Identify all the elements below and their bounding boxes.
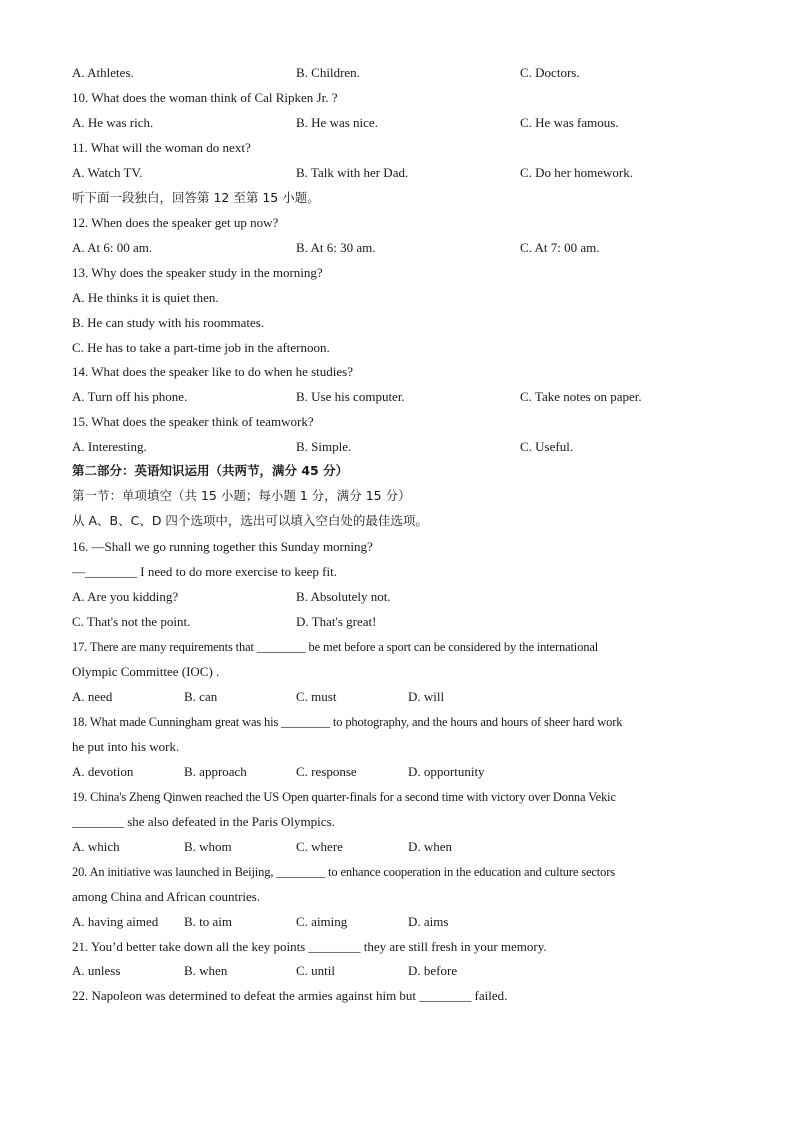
option-c: C. aiming	[296, 914, 348, 929]
question-22: 22. Napoleon was determined to defeat the armies against him but ________ failed.	[72, 988, 508, 1003]
option-b: B. approach	[184, 764, 247, 779]
question-19: 19. China's Zheng Qinwen reached the US Open quarter-finals for a second time with victory over Donna Vekic	[72, 790, 616, 804]
option-a: A. Interesting.	[72, 439, 147, 454]
option-a: A. unless	[72, 963, 121, 978]
option-c: C. Doctors.	[520, 65, 580, 80]
q13-option-a: A. He thinks it is quiet then.	[72, 290, 219, 305]
option-a: A. Athletes.	[72, 65, 134, 80]
option-d: D. opportunity	[408, 764, 485, 779]
option-c: C. At 7: 00 am.	[520, 240, 600, 255]
option-b: B. He was nice.	[296, 115, 378, 130]
question-16-reply: —________ I need to do more exercise to keep fit.	[72, 564, 337, 579]
question-16: 16. —Shall we go running together this Sunday morning?	[72, 539, 373, 554]
option-a: A. which	[72, 839, 120, 854]
option-b: B. At 6: 30 am.	[296, 240, 376, 255]
option-a: A. having aimed	[72, 914, 159, 929]
option-b: B. whom	[184, 839, 232, 854]
option-c: C. Do her homework.	[520, 165, 634, 180]
question-18-cont: he put into his work.	[72, 739, 180, 754]
question-21: 21. You’d better take down all the key points ________ they are still fresh in your memory.	[72, 939, 547, 954]
option-a: A. devotion	[72, 764, 134, 779]
question-15: 15. What does the speaker think of teamwork?	[72, 414, 314, 429]
option-d: D. aims	[408, 914, 449, 929]
option-c: C. response	[296, 764, 357, 779]
question-19-cont: ________ she also defeated in the Paris Olympics.	[72, 814, 335, 829]
option-c: C. That's not the point.	[72, 614, 191, 629]
section-one-instruction: 从 A、B、C、D 四个选项中，选出可以填入空白处的最佳选项。	[72, 513, 428, 528]
option-a: A. Are you kidding?	[72, 589, 179, 604]
option-c: C. He was famous.	[520, 115, 619, 130]
option-b: B. Use his computer.	[296, 389, 405, 404]
part-two-heading: 第二部分：英语知识运用（共两节，满分 45 分）	[72, 463, 349, 478]
question-18: 18. What made Cunningham great was his ________ to photography, and the hours and hours of sheer hard work	[72, 715, 623, 729]
option-b: B. Absolutely not.	[296, 589, 391, 604]
question-20-cont: among China and African countries.	[72, 889, 261, 904]
option-a: A. Turn off his phone.	[72, 389, 188, 404]
option-a: A. He was rich.	[72, 115, 154, 130]
option-a: A. At 6: 00 am.	[72, 240, 153, 255]
option-b: B. to aim	[184, 914, 233, 929]
question-17-cont: Olympic Committee (IOC) .	[72, 664, 220, 679]
option-d: D. before	[408, 963, 458, 978]
option-d: D. when	[408, 839, 453, 854]
question-10: 10. What does the woman think of Cal Ripken Jr. ?	[72, 90, 338, 105]
option-c: C. Take notes on paper.	[520, 389, 642, 404]
q13-option-b: B. He can study with his roommates.	[72, 315, 265, 330]
question-17: 17. There are many requirements that ________ be met before a sport can be considered by the international	[72, 640, 599, 654]
question-12: 12. When does the speaker get up now?	[72, 215, 279, 230]
monologue-instruction: 听下面一段独白，回答第 12 至第 15 小题。	[72, 190, 320, 205]
question-20: 20. An initiative was launched in Beijing, ________ to enhance cooperation in the education and culture sectors	[72, 865, 615, 879]
option-a: A. Watch TV.	[72, 165, 143, 180]
option-d: D. That's great!	[296, 614, 377, 629]
q13-option-c: C. He has to take a part-time job in the afternoon.	[72, 340, 330, 355]
option-a: A. need	[72, 689, 113, 704]
option-c: C. must	[296, 689, 337, 704]
option-b: B. Talk with her Dad.	[296, 165, 409, 180]
option-c: C. Useful.	[520, 439, 574, 454]
option-b: B. can	[184, 689, 218, 704]
option-c: C. until	[296, 963, 336, 978]
option-d: D. will	[408, 689, 445, 704]
option-c: C. where	[296, 839, 343, 854]
option-b: B. Simple.	[296, 439, 352, 454]
section-one-heading: 第一节：单项填空（共 15 小题；每小题 1 分，满分 15 分）	[72, 488, 411, 503]
option-b: B. Children.	[296, 65, 360, 80]
question-14: 14. What does the speaker like to do when he studies?	[72, 364, 353, 379]
question-11: 11. What will the woman do next?	[72, 140, 251, 155]
question-13: 13. Why does the speaker study in the morning?	[72, 265, 323, 280]
option-b: B. when	[184, 963, 228, 978]
